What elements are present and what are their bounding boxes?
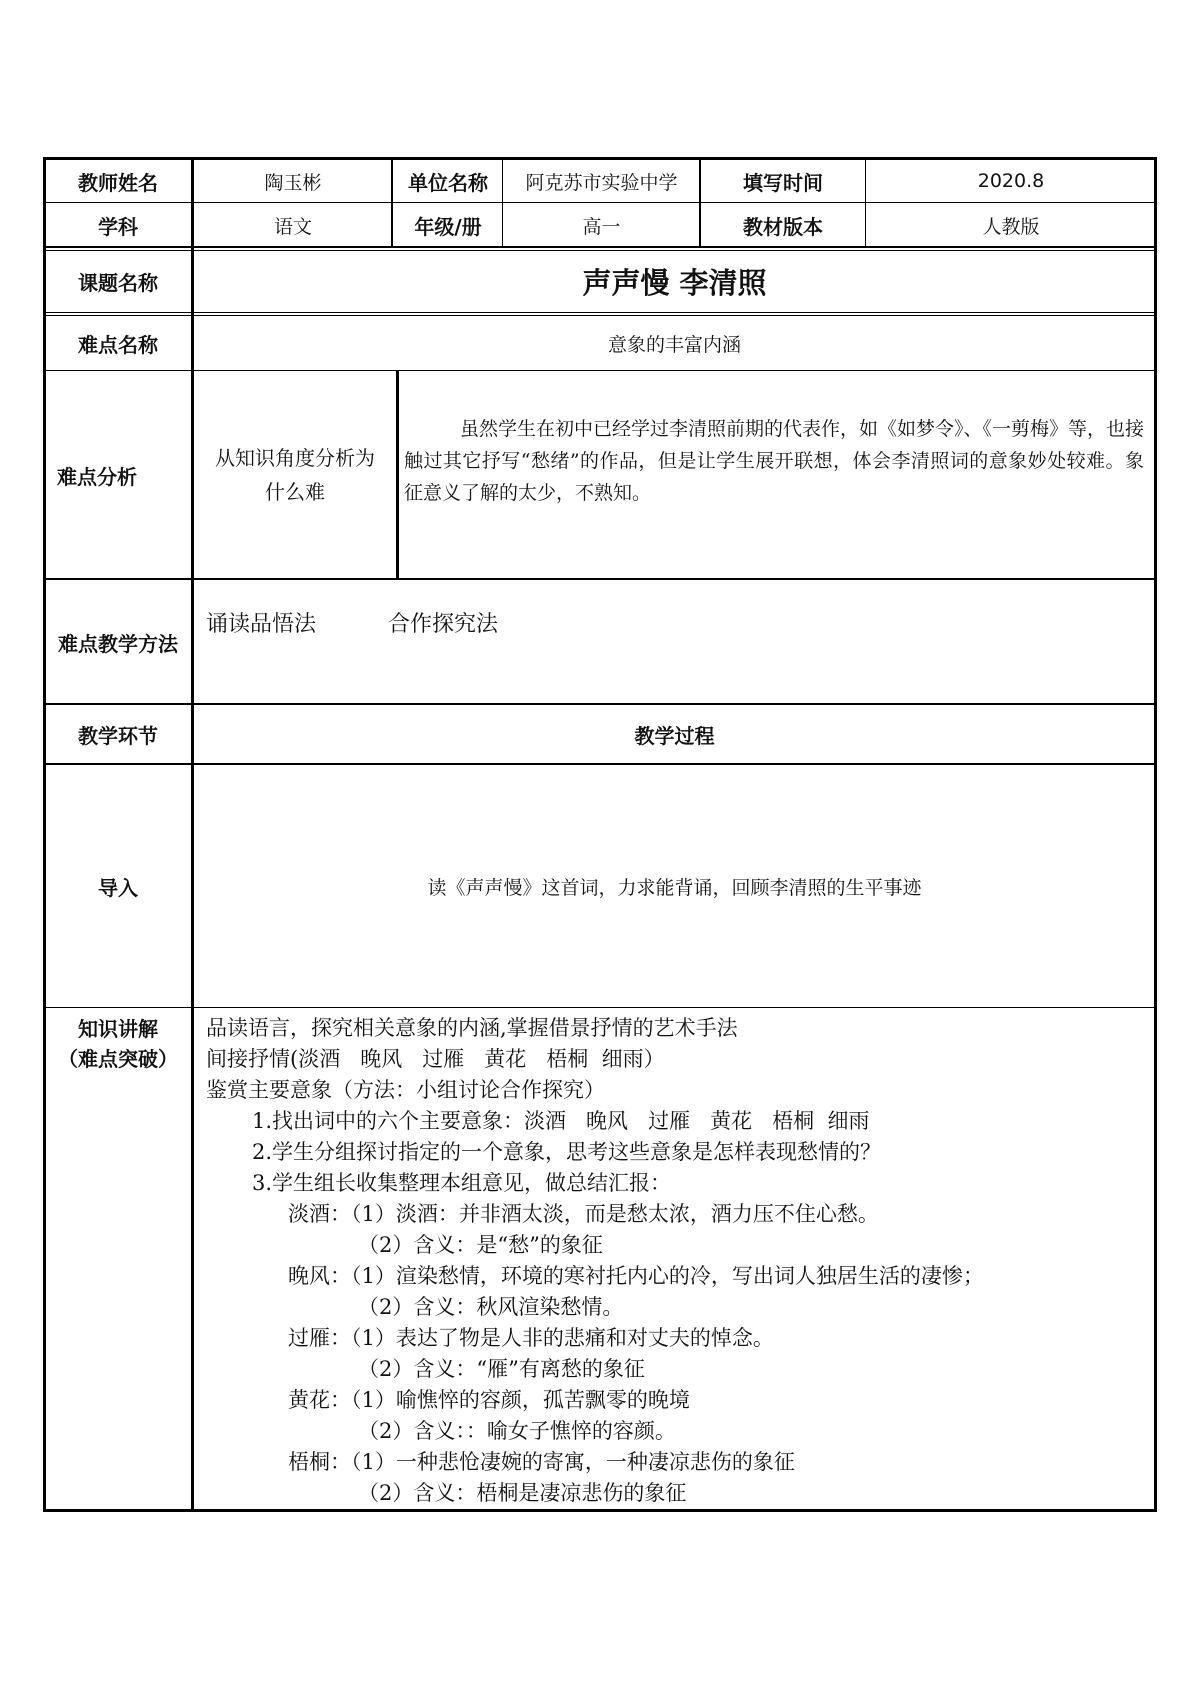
table-rule [396,370,399,579]
topic-label: 课题名称 [78,271,158,295]
knowledge-line: 梧桐：（1）一种悲怆凄婉的寄寓，一种凄凉悲伤的象征 [288,1450,795,1474]
knowledge-line: （2）含义：是“愁”的象征 [358,1233,603,1257]
analysis-label: 难点分析 [57,464,137,489]
method-item-2: 合作探究法 [388,612,499,637]
table-rule [699,157,701,248]
topic-title: 声声慢 李清照 [582,266,767,300]
table-border-right [1154,157,1157,1512]
difficulty-label: 难点名称 [78,332,158,357]
analysis-text: 虽然学生在初中已经学过李清照前期的代表作，如《如梦令》、《一剪梅》等，也接触过其它抒写“愁绪”的作品，但是让学生展开联想，体会李清照词的意象妙处较难。象征意义了解的太少，不熟知。 [404,418,1145,504]
knowledge-line: 品读语言，探究相关意象的内涵,掌握借景抒情的艺术手法 [206,1016,738,1040]
table-rule [43,578,1157,580]
process-step-label: 教学环节 [78,723,158,748]
knowledge-line: （2）含义：：喻女子憔悴的容颜。 [358,1419,676,1443]
table-border-top [43,157,1157,160]
subject-value: 语文 [273,215,312,238]
intro-label: 导入 [98,876,138,900]
unit-value: 阿克苏市实验中学 [525,171,678,194]
method-item-1: 诵读品悟法 [206,612,317,637]
table-rule [43,246,1157,248]
table-rule [43,703,1157,705]
subject-label: 学科 [98,214,138,239]
edition-value: 人教版 [982,215,1040,238]
knowledge-line: 过雁：（1）表达了物是人非的悲痛和对丈夫的悼念。 [288,1326,774,1350]
knowledge-label-line1: 知识讲解 [78,1016,158,1041]
table-rule [43,312,1157,313]
knowledge-line: 鉴赏主要意象（方法：小组讨论合作探究） [206,1078,605,1102]
table-rule [43,1007,1157,1008]
table-border-left [43,157,46,1512]
grade-value: 高一 [582,215,621,238]
table-rule [502,157,503,248]
knowledge-line: （2）含义：梧桐是凄凉悲伤的象征 [358,1481,687,1505]
knowledge-line: （2）含义：“雁”有离愁的象征 [358,1357,645,1381]
table-border-bottom [43,1509,1157,1512]
table-rule [43,250,1157,251]
time-label: 填写时间 [743,170,823,195]
intro-text: 读《声声慢》这首词，力求能背诵，回顾李清照的生平事迹 [427,877,922,899]
knowledge-line: 3.学生组长收集整理本组意见，做总结汇报： [252,1171,672,1195]
edition-label: 教材版本 [743,214,823,239]
teacher-label: 教师姓名 [78,170,158,195]
teacher-value: 陶玉彬 [264,171,322,194]
knowledge-line: （2）含义：秋风渲染愁情。 [358,1295,624,1319]
table-rule [191,157,194,1512]
table-rule [865,157,866,248]
knowledge-line: 间接抒情(淡酒 晚风 过雁 黄花 梧桐 细雨） [206,1047,665,1071]
table-rule [391,157,393,248]
knowledge-line: 淡酒：（1）淡酒：并非酒太淡，而是愁太浓，酒力压不住心愁。 [288,1202,879,1226]
table-rule [43,315,1157,316]
difficulty-value: 意象的丰富内涵 [607,333,741,356]
table-rule [43,370,1157,371]
knowledge-line: 2.学生分组探讨指定的一个意象，思考这些意象是怎样表现愁情的？ [252,1140,882,1164]
knowledge-line: 1.找出词中的六个主要意象：淡酒 晚风 过雁 黄花 梧桐 细雨 [252,1109,870,1133]
knowledge-line: 黄花：（1）喻憔悴的容颜，孤苦飘零的晚境 [288,1388,690,1412]
table-rule [43,763,1157,765]
table-rule [43,202,1157,203]
process-title: 教学过程 [634,723,715,748]
knowledge-label-line2: （难点突破） [58,1046,178,1071]
method-label: 难点教学方法 [58,631,178,656]
unit-label: 单位名称 [408,170,488,195]
knowledge-line: 晚风：（1）渲染愁情，环境的寒衬托内心的冷，写出词人独居生活的凄惨； [288,1264,984,1288]
grade-label: 年级/册 [414,214,482,239]
time-value: 2020.8 [977,170,1045,192]
analysis-sublabel: 从知识角度分析为什么难 [215,446,375,504]
